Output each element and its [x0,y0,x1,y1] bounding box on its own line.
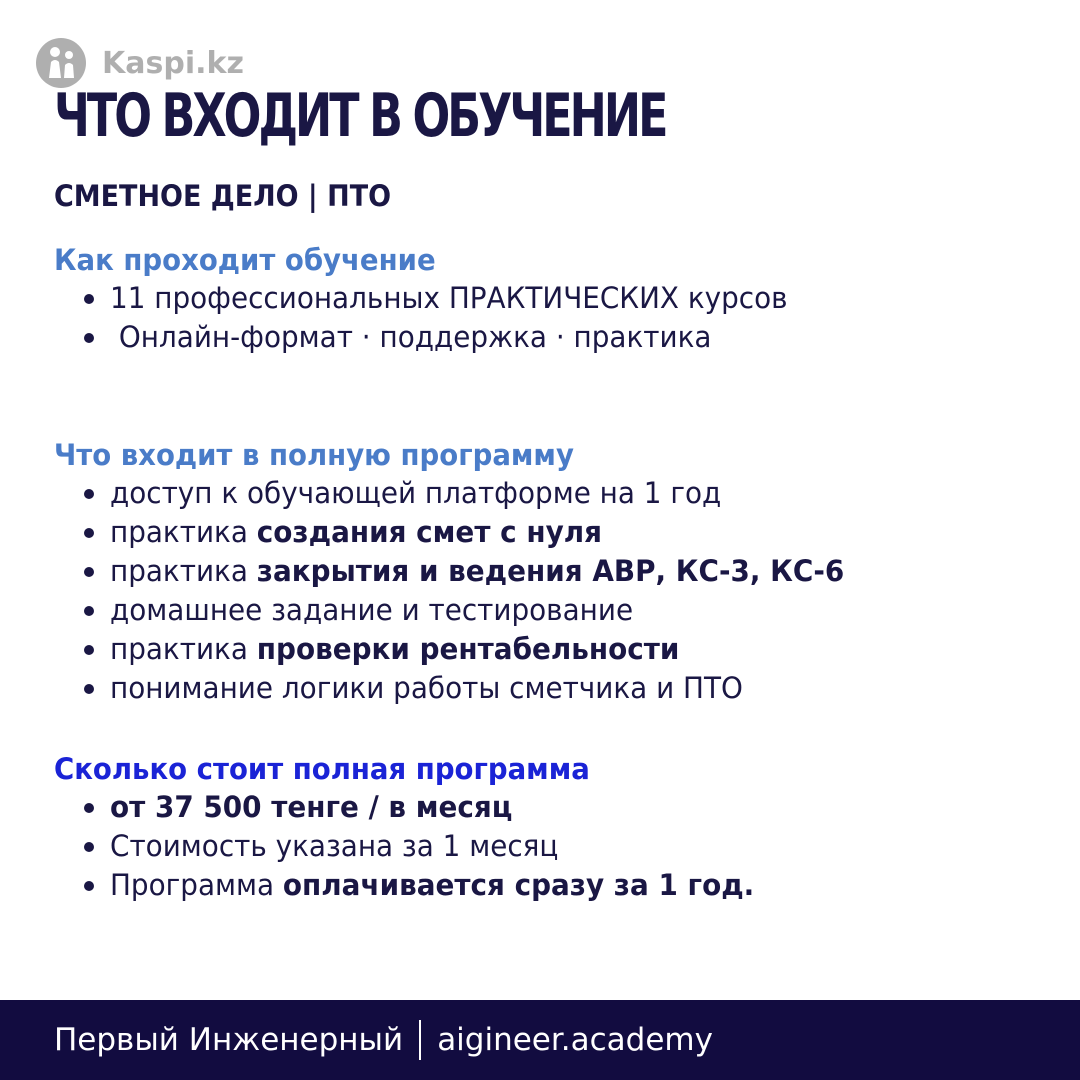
item-bold-text: проверки рентабельности [256,632,680,666]
page-title: ЧТО ВХОДИТ В ОБУЧЕНИЕ [54,81,666,151]
bullet-icon [84,294,94,304]
footer-brand: Первый Инженерный [54,1022,404,1058]
bullet-icon [84,684,94,694]
item-text: Программа [110,868,283,902]
section-pricing [54,750,1034,905]
list-item [82,827,1034,866]
section-program-contents [54,436,1034,708]
item-text: доступ к обучающей платформе на 1 год [110,476,722,510]
footer-bar [0,1000,1080,1080]
item-text: понимание логики работы сметчика и ПТО [110,671,743,705]
item-text: Стоимость указана за 1 месяц [110,829,559,863]
list-item [82,591,1034,630]
bullet-list [82,279,1034,357]
item-bold-text: закрытия и ведения АВР, КС-3, КС-6 [256,554,845,588]
list-item [82,318,1034,357]
bullet-list [82,788,1034,905]
bullet-icon [84,842,94,852]
item-bold-text: оплачивается сразу за 1 год. [282,868,755,902]
list-item [82,669,1034,708]
section-heading: Как проходит обучение [54,243,436,277]
footer-website: aigineer.academy [437,1022,713,1058]
list-item [82,552,1034,591]
item-bold-text: создания смет с нуля [256,515,602,549]
section-heading: Что входит в полную программу [54,438,574,472]
item-text: практика [110,554,257,588]
section-heading: Сколько стоит полная программа [54,752,590,786]
bullet-icon [84,645,94,655]
item-text: практика [110,515,257,549]
item-text: практика [110,632,257,666]
bullet-icon [84,489,94,499]
footer-divider [419,1020,421,1060]
watermark-text: Kaspi.kz [102,45,244,81]
item-text: 11 профессиональных ПРАКТИЧЕСКИХ курсов [110,281,788,315]
item-text: Онлайн-формат · поддержка · практика [110,320,712,354]
bullet-icon [84,333,94,343]
bullet-list [82,474,1034,708]
bullet-icon [84,606,94,616]
list-item [82,279,1034,318]
section-how-it-works [54,241,1034,357]
list-item [82,630,1034,669]
list-item [82,513,1034,552]
page-subtitle: СМЕТНОЕ ДЕЛО | ПТО [54,179,392,213]
list-item [82,788,1034,827]
bullet-icon [84,528,94,538]
bullet-icon [84,567,94,577]
bullet-icon [84,803,94,813]
list-item [82,474,1034,513]
list-item [82,866,1034,905]
bullet-icon [84,881,94,891]
price-text: от 37 500 тенге / в месяц [110,790,513,824]
item-text: домашнее задание и тестирование [110,593,634,627]
